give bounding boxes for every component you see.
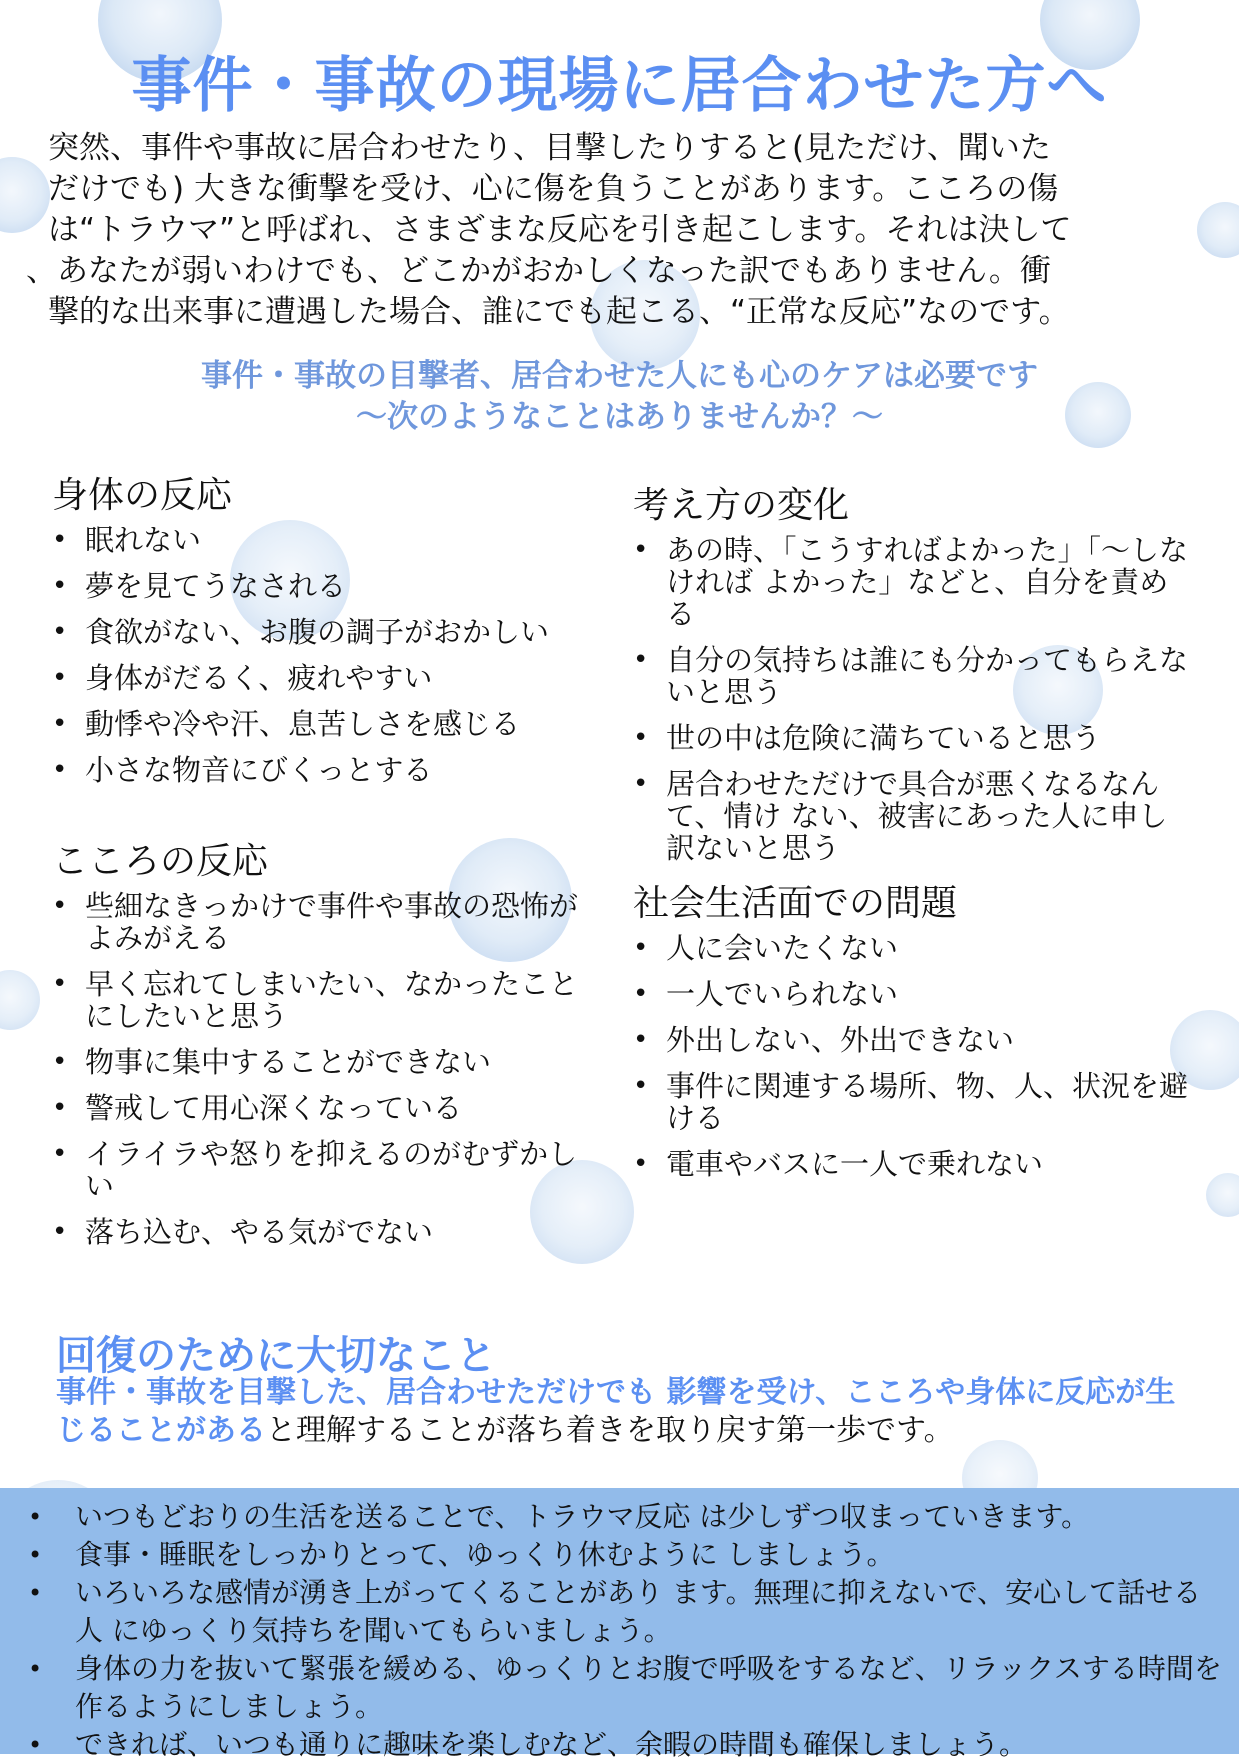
recovery-title: 回復のために大切なこと [56,1333,496,1379]
section-heading: こころの反応 [52,841,269,882]
tip-item: • 身体の力を抜いて緊張を緩める、ゆっくりとお腹で呼吸をするなど、リラックスする時間を作るようにしましょう。 [28,1650,1228,1726]
page-title: 事件・事故の現場に居合わせた方へ [131,51,1108,121]
left-column [52,474,592,1262]
intro-line: 突然、事件や事故に居合わせたり、目撃したりすると(見ただけ、聞いた [48,130,1051,166]
tip-item: • できれば、いつも通りに趣味を楽しむなど、余暇の時間も確保しましょう。 [28,1726,1228,1764]
section-mind-reactions [52,840,592,1248]
list-item: • 動悸や冷や汗、息苦しさを感じる [52,708,592,740]
subheading [0,356,1239,438]
list-item: • 警戒して用心深くなっている [52,1092,592,1124]
list-item: • 外出しない、外出できない [633,1024,1193,1056]
section-body-reactions [52,474,592,786]
intro-line: 、あなたが弱いわけでも、どこかがおかしくなった訳でもありません。衝 [26,253,1051,289]
subheading-line: 事件・事故の目撃者、居合わせた人にも心のケアは必要です [201,358,1038,394]
tip-item: • いろいろな感情が湧き上がってくることがあり ます。無理に抑えないで、安心して話せる人 にゆっくり気持ちを聞いてもらいましょう。 [28,1574,1228,1650]
list-item: • 食欲がない、お腹の調子がおかしい [52,616,592,648]
list-item: • 自分の気持ちは誰にも分かってもらえないと思う [633,644,1193,708]
list-item: • 物事に集中することができない [52,1046,592,1078]
list-item: • 事件に関連する場所、物、人、状況を避ける [633,1070,1193,1134]
list-item: • 人に会いたくない [633,932,1193,964]
reaction-list [633,534,1193,864]
reaction-list [52,890,592,1248]
tips-list [28,1498,1228,1764]
tip-item: • 食事・睡眠をしっかりとって、ゆっくり休むように しましょう。 [28,1536,1228,1574]
recovery-text-highlight: 事件・事故を目撃した、居合わせただけでも 影響を受け、こころや身体に反応が生じることがある [56,1375,1176,1448]
recovery-text [56,1374,1196,1450]
tips-box [0,1488,1239,1761]
list-item: • 世の中は危険に満ちていると思う [633,722,1193,754]
list-item: • 早く忘れてしまいたい、なかったことにしたいと思う [52,968,592,1032]
right-column [633,484,1193,1194]
intro-paragraph [26,128,1228,333]
intro-line: 撃的な出来事に遭遇した場合、誰にでも起こる、“正常な反応”なのです。 [48,294,1070,330]
section-social-problems [633,882,1193,1180]
reaction-list [633,932,1193,1180]
list-item: • 一人でいられない [633,978,1193,1010]
section-heading: 身体の反応 [52,475,233,516]
list-item: • 小さな物音にびくっとする [52,754,592,786]
section-thinking-changes [633,484,1193,864]
section-heading: 考え方の変化 [633,485,850,526]
recovery-text-normal: と理解することが落ち着きを取り戻す第一歩です。 [266,1413,954,1448]
intro-line: だけでも) 大きな衝撃を受け、心に傷を負うことがあります。こころの傷 [48,171,1059,207]
list-item: • 電車やバスに一人で乗れない [633,1148,1193,1180]
intro-line: は“トラウマ”と呼ばれ、さまざまな反応を引き起こします。それは決して [48,212,1072,248]
list-item: • あの時、「こうすればよかった」「～しなければ よかった」などと、自分を責める [633,534,1193,630]
list-item: • 身体がだるく、疲れやすい [52,662,592,694]
reaction-list [52,524,592,786]
list-item: • 居合わせただけで具合が悪くなるなんて、情け ない、被害にあった人に申し訳ないと思う [633,768,1193,864]
subheading-line: ～次のようなことはありませんか？～ [356,399,883,435]
list-item: • 落ち込む、やる気がでない [52,1216,592,1248]
list-item: • 些細なきっかけで事件や事故の恐怖がよみがえる [52,890,592,954]
tip-item: • いつもどおりの生活を送ることで、トラウマ反応 は少しずつ収まっていきます。 [28,1498,1228,1536]
list-item: • イライラや怒りを抑えるのがむずかしい [52,1138,592,1202]
section-heading: 社会生活面での問題 [633,883,958,924]
list-item: • 夢を見てうなされる [52,570,592,602]
list-item: • 眠れない [52,524,592,556]
